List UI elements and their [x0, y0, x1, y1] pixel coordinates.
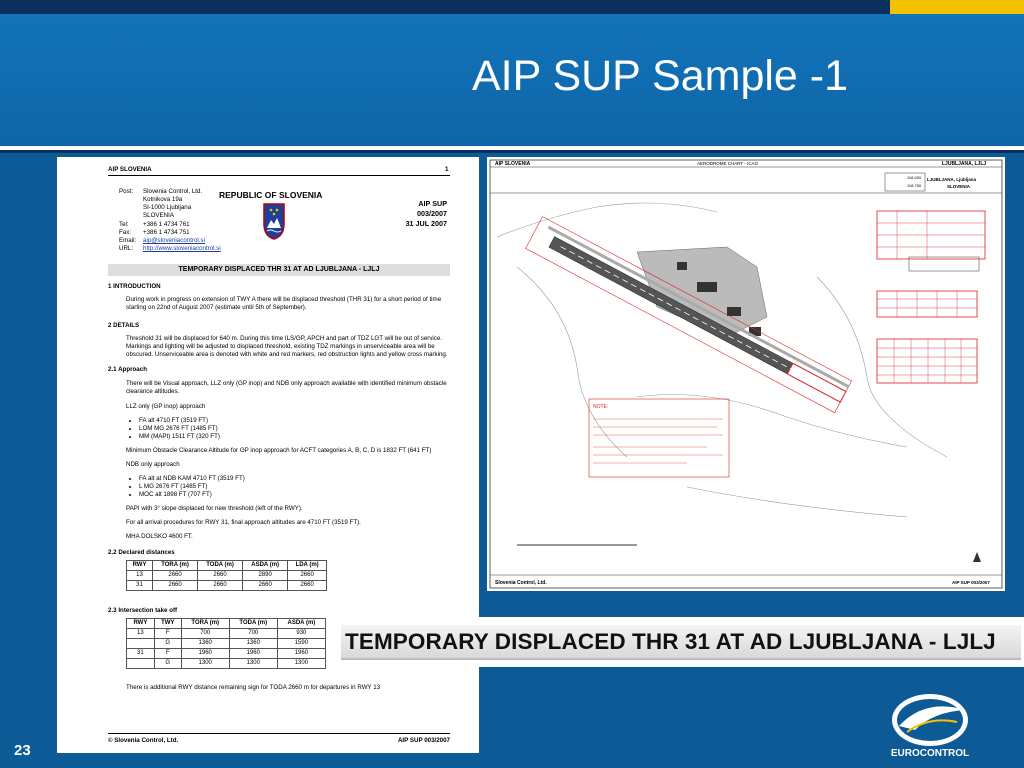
doc-footer-right: AIP SUP 003/2007: [397, 737, 450, 744]
table-cell: F: [154, 629, 181, 639]
doc-title-bar: TEMPORARY DISPLACED THR 31 AT AD LJUBLJANA - LJLJ: [108, 264, 450, 276]
doc-footer-rule: [108, 733, 450, 734]
table-cell: 13: [127, 571, 153, 581]
post-line-4: SLOVENIA: [143, 212, 174, 219]
table-cell: 31: [127, 649, 155, 659]
table-cell: F: [154, 649, 181, 659]
aerodrome-chart: [487, 157, 1005, 591]
table-cell: 2890: [243, 571, 288, 581]
chart-footer-left: Slovenia Control, Ltd.: [495, 580, 547, 586]
table-cell: 1300: [277, 659, 325, 669]
section-1-text: During work in progress on extension of TWY A there will be displaced threshold (THR 31) for a short period of time starting on 22nd of August 2007 (estimate until 5th of September).: [126, 296, 442, 311]
table-header: ASDA (m): [277, 619, 325, 629]
all-procedures-text: For all arrival procedures for RWY 31, final approach altitudes are 4710 FT (3519 FT).: [126, 519, 361, 526]
table-cell: 700: [229, 629, 277, 639]
table-row: [127, 639, 326, 649]
fax-label: Fax:: [119, 229, 132, 236]
chart-top-left: AIP SLOVENIA: [495, 161, 531, 167]
table-cell: 1360: [181, 639, 229, 649]
table-cell: [127, 639, 155, 649]
chart-country: SLOVENIA: [947, 184, 971, 189]
chart-top-center: AERODROME CHART - ICAO: [697, 161, 759, 166]
table-header: RWY: [127, 561, 153, 571]
section-2-title: 2 DETAILS: [108, 322, 140, 329]
aerodrome-chart-drawing: [487, 157, 1005, 591]
header-divider-dark: [0, 150, 1024, 153]
intersection-takeoff-table: [126, 618, 326, 669]
llz-title: LLZ only (GP inop) approach: [126, 403, 206, 410]
post-line-3: SI-1000 Ljubljana: [143, 204, 192, 211]
section-2-2-title: 2.2 Declared distances: [108, 549, 175, 556]
table-header: TORA (m): [153, 561, 198, 571]
doc-header-left: AIP SLOVENIA: [108, 166, 152, 173]
list-item: • L MG 2676 FT (1485 FT): [139, 483, 245, 491]
table-row: [127, 659, 326, 669]
table-cell: 1300: [229, 659, 277, 669]
url-label: URL:: [119, 245, 134, 252]
table-header: TWY: [154, 619, 181, 629]
republic-heading: REPUBLIC OF SLOVENIA: [219, 190, 323, 200]
table-header: TORA (m): [181, 619, 229, 629]
ndb-title: NDB only approach: [126, 461, 180, 468]
mha-text: MHA DOLSKO 4600 FT.: [126, 533, 193, 540]
post-line-1: Slovenia Control, Ltd.: [143, 188, 203, 195]
doc-footer-left: © Slovenia Control, Ltd.: [108, 737, 179, 744]
sup-line-1: AIP SUP: [418, 199, 447, 208]
coat-of-arms-icon: [262, 202, 286, 240]
tel-value: +386 1 4734 761: [143, 221, 190, 228]
table-cell: G: [154, 659, 181, 669]
table-cell: 2660: [153, 581, 198, 591]
sup-line-2: 003/2007: [417, 209, 447, 218]
table-cell: 2660: [198, 581, 243, 591]
list-item: • MM (MAPt) 1511 FT (320 FT): [139, 433, 220, 441]
table-cell: 700: [181, 629, 229, 639]
top-strip: [0, 0, 1024, 14]
table-cell: 930: [277, 629, 325, 639]
oca-text: Minimum Obstacle Clearance Altitude for GP inop approach for ACFT categories A, B, C, D is 1832 FT (641 FT): [126, 447, 432, 454]
doc-header-right: 1: [445, 166, 449, 173]
eurocontrol-logo: [885, 688, 975, 763]
table-cell: 2660: [243, 581, 288, 591]
post-line-2: Kotnikova 19a: [143, 196, 183, 203]
declared-distances-table: [126, 560, 327, 591]
email-label: Email:: [119, 237, 137, 244]
list-item: • FA alt 4710 FT (3519 FT): [139, 417, 220, 425]
eurocontrol-emblem-icon: [885, 688, 975, 748]
top-accent: [890, 0, 1024, 14]
section-2-1-title: 2.1 Approach: [108, 366, 147, 373]
freq-1: 118.000: [907, 175, 922, 180]
table-row: [127, 649, 326, 659]
table-header: ASDA (m): [243, 561, 288, 571]
table-row: [127, 571, 327, 581]
table-header: LDA (m): [288, 561, 327, 571]
table-cell: 2660: [198, 571, 243, 581]
table-cell: 1360: [229, 639, 277, 649]
section-2-3-title: 2.3 Intersection take off: [108, 607, 178, 614]
table-cell: G: [154, 639, 181, 649]
table-cell: 1960: [229, 649, 277, 659]
slide-title: AIP SUP Sample -1: [471, 52, 849, 100]
list-item: • MOC alt 1898 FT (707 FT): [139, 491, 245, 499]
table-cell: 1300: [181, 659, 229, 669]
table-cell: 13: [127, 629, 155, 639]
chart-footer-right: AIP SUP 003/2007: [952, 580, 990, 585]
table-cell: 31: [127, 581, 153, 591]
table-cell: 1590: [277, 639, 325, 649]
section-2-text: Threshold 31 will be displaced for 640 m. During this time ILS/GP, APCH and part of TDZ LGT will be out of service. Markings and lighting will be adjusted to displaced threshold, existing TDZ markings in unserviceable area will be obscured. Unserviceable area is denoted with white and red markers, red obstruction lights and yellow cross marking.: [126, 335, 448, 358]
table-cell: 2660: [153, 571, 198, 581]
table-cell: 2660: [288, 571, 327, 581]
slide-header: [0, 14, 1024, 146]
list-item: • LOM MG 2676 FT (1485 FT): [139, 425, 220, 433]
note-title: NOTE:: [593, 404, 609, 410]
title-banner: [337, 617, 1024, 667]
table-header: RWY: [127, 619, 155, 629]
table-row: [127, 629, 326, 639]
llz-list: [129, 417, 220, 440]
chart-place: LJUBLJANA, Ljubljana: [927, 177, 977, 182]
final-note-text: There is additional RWY distance remaining sign for TODA 2660 m for departures in RWY 13: [126, 684, 381, 691]
eurocontrol-wordmark: EUROCONTROL: [890, 748, 970, 759]
list-item: • FA alt at NDB KAM 4710 FT (3519 FT): [139, 475, 245, 483]
sup-line-3: 31 JUL 2007: [405, 219, 447, 228]
banner-text: TEMPORARY DISPLACED THR 31 AT AD LJUBLJANA - LJLJ: [345, 629, 996, 654]
section-2-1-text: There will be Visual approach, LLZ only (GP inop) and NDB only approach available with identified minimum obstacle clearance altitudes.: [126, 380, 447, 395]
tel-label: Tel:: [119, 221, 129, 228]
table-cell: 1960: [181, 649, 229, 659]
table-row: [127, 581, 327, 591]
freq-2: 118.750: [907, 183, 922, 188]
table-header: TODA (m): [198, 561, 243, 571]
doc-header-rule: [108, 175, 450, 176]
email-link[interactable]: aip@sloveniacontrol.si: [143, 237, 205, 244]
table-header: TODA (m): [229, 619, 277, 629]
banner-inner: [341, 625, 1021, 660]
fax-value: +386 1 4734 751: [143, 229, 190, 236]
ndb-list: [129, 475, 245, 498]
section-1-title: 1 INTRODUCTION: [108, 283, 161, 290]
table-cell: 2660: [288, 581, 327, 591]
post-label: Post:: [119, 188, 134, 195]
chart-top-right: LJUBLJANA, LJLJ: [942, 161, 987, 167]
url-link[interactable]: http://www.sloveniacontrol.si: [143, 245, 221, 252]
papi-text: PAPI with 3° slope displaced for new threshold (left of the RWY).: [126, 505, 303, 512]
table-cell: 1960: [277, 649, 325, 659]
slide-number: 23: [14, 742, 31, 759]
table-cell: [127, 659, 155, 669]
